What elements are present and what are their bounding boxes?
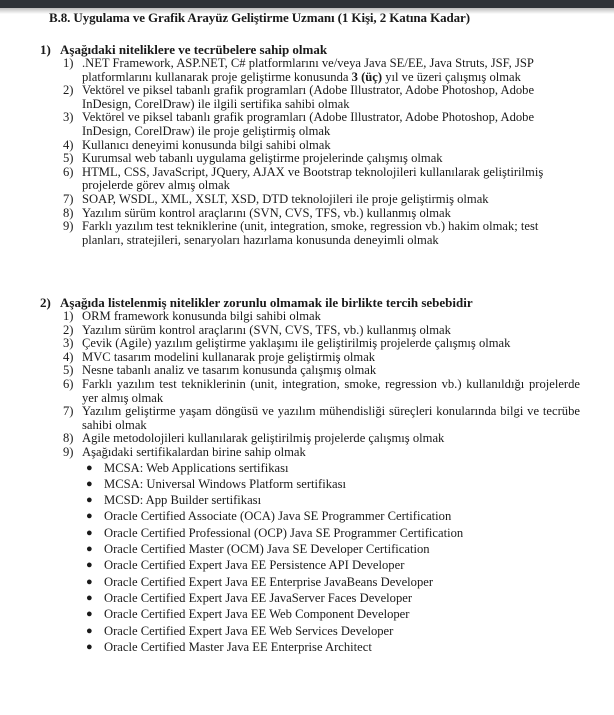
item-number: 6) [63, 164, 74, 179]
certificate-item [86, 606, 580, 622]
bullet-icon: ● [86, 575, 93, 588]
certificate-name: Oracle Certified Expert Java EE Web Component Developer [104, 607, 410, 622]
bullet-icon: ● [86, 543, 93, 556]
list-item [63, 152, 580, 166]
bullet-icon: ● [86, 526, 93, 539]
certificate-name: MCSD: App Builder sertifikası [104, 493, 262, 508]
certificate-item [86, 492, 580, 508]
section-number: 1) [40, 42, 51, 57]
item-number: 4) [63, 137, 74, 152]
item-number: 7) [63, 191, 74, 206]
item-number: 5) [63, 363, 74, 378]
certificate-item [86, 476, 580, 492]
list-item [63, 405, 580, 432]
item-text: Vektörel ve piksel tabanlı grafik programları (Adobe Illustrator, Adobe Photoshop, Adobe InDesign, CorelDraw) ile proje geliştirmiş olmak [82, 110, 535, 138]
section-heading [40, 296, 580, 310]
item-text: MVC tasarım modelini kullanarak proje geliştirmiş olmak [82, 349, 376, 364]
certificate-item [86, 639, 580, 655]
document-title: B.8. Uygulama ve Grafik Arayüz Geliştirme Uzmanı (1 Kişi, 2 Katına Kadar) [49, 10, 470, 25]
item-number: 2) [63, 83, 74, 98]
certificate-name: Oracle Certified Master Java EE Enterprise Architect [104, 639, 372, 654]
certificate-item [86, 623, 580, 639]
bullet-icon: ● [86, 559, 93, 572]
item-text: Kurumsal web tabanlı uygulama geliştirme projelerinde çalışmış olmak [82, 151, 443, 166]
item-number: 6) [63, 376, 74, 391]
item-number: 2) [63, 322, 74, 337]
item-text: Yazılım sürüm kontrol araçlarını (SVN, CVS, TFS, vb.) kullanmış olmak [82, 322, 451, 337]
bullet-icon: ● [86, 608, 93, 621]
certificate-item [86, 557, 580, 573]
list-item [63, 220, 580, 247]
section-heading-text: Aşağıdaki niteliklere ve tecrübelere sahip olmak [60, 42, 328, 57]
list-item [63, 324, 580, 338]
item-number: 9) [63, 444, 74, 459]
list-item [63, 310, 580, 324]
section-number: 2) [40, 295, 51, 310]
preferred-list [40, 310, 580, 460]
item-text: Vektörel ve piksel tabanlı grafik programları (Adobe Illustrator, Adobe Photoshop, Adobe InDesign, CorelDraw) ile ilgili sertifika sahibi olmak [82, 83, 535, 111]
item-text: Yazılım geliştirme yaşam döngüsü ve yazılım mühendisliği süreçleri konularında bilgi ve tecrübe sahibi olmak [82, 404, 580, 432]
qualification-list [40, 57, 580, 247]
item-number: 7) [63, 404, 74, 419]
item-text: SOAP, WSDL, XML, XSLT, XSD, DTD teknolojileri ile proje geliştirmiş olmak [82, 191, 489, 206]
certificate-item [86, 460, 580, 476]
list-item [63, 207, 580, 221]
item-text: Nesne tabanlı analiz ve tasarım konusunda çalışmış olmak [82, 363, 377, 378]
item-text: Kullanıcı deneyimi konusunda bilgi sahibi olmak [82, 137, 331, 152]
list-item [63, 337, 580, 351]
list-item [63, 111, 580, 138]
list-item [63, 84, 580, 111]
certificate-item [86, 574, 580, 590]
certificate-name: MCSA: Universal Windows Platform sertifikası [104, 476, 347, 491]
certificate-item [86, 590, 580, 606]
certificate-name: Oracle Certified Master (OCM) Java SE Developer Certification [104, 542, 430, 557]
certificate-name: Oracle Certified Associate (OCA) Java SE Programmer Certification [104, 509, 452, 524]
list-item [63, 446, 580, 460]
certificate-name: Oracle Certified Professional (OCP) Java SE Programmer Certification [104, 525, 464, 540]
certificate-name: Oracle Certified Expert Java EE Enterprise JavaBeans Developer [104, 574, 434, 589]
certificate-list [40, 460, 580, 656]
item-text-pre: .NET Framework, ASP.NET, C# platformlarını ve/veya Java SE/EE, Java Struts, JSF, JSP platformlarını kullanarak proje geliştirme konusunda [82, 56, 534, 84]
bullet-icon: ● [86, 510, 93, 523]
item-text: HTML, CSS, JavaScript, JQuery, AJAX ve Bootstrap teknolojileri kullanılarak geliştirilmiş projelerde görev almış olmak [82, 164, 544, 193]
list-item [63, 57, 580, 84]
certificate-name: Oracle Certified Expert Java EE Web Services Developer [104, 623, 394, 638]
item-number: 4) [63, 349, 74, 364]
list-item [63, 432, 580, 446]
section-heading [40, 43, 580, 57]
certificate-name: Oracle Certified Expert Java EE JavaServer Faces Developer [104, 590, 413, 605]
item-text [82, 57, 580, 84]
list-item [63, 166, 580, 193]
bullet-icon: ● [86, 461, 93, 474]
certificate-item [86, 541, 580, 557]
item-text: Çevik (Agile) yazılım geliştirme yaklaşımı ile geliştirilmiş projelerde çalışmış olmak [82, 336, 511, 351]
certificate-item [86, 525, 580, 541]
list-item [63, 139, 580, 153]
section-heading-text: Aşağıda listelenmiş nitelikler zorunlu olmamak ile birlikte tercih sebebidir [60, 295, 473, 310]
list-item [63, 351, 580, 365]
item-text: Yazılım sürüm kontrol araçlarını (SVN, CVS, TFS, vb.) kullanmış olmak [82, 205, 451, 220]
item-number: 8) [63, 205, 74, 220]
item-text-post: yıl ve üzeri çalışmış olmak [382, 69, 521, 84]
section-required-qualifications [40, 43, 580, 247]
viewer-top-bar [0, 0, 614, 8]
bullet-icon: ● [86, 640, 93, 653]
item-text: Farklı yazılım test tekniklerine (unit, integration, smoke, regression vb.) hakim olmak; test planları, stratejileri, senaryoları hazırlama konusunda deneyimli olmak [82, 219, 539, 247]
list-item [63, 364, 580, 378]
list-item [63, 193, 580, 207]
certificate-name: MCSA: Web Applications sertifikası [104, 460, 289, 475]
certificate-item [86, 508, 580, 524]
item-text: Aşağıdaki sertifikalardan birine sahip olmak [82, 444, 306, 459]
item-number: 1) [63, 309, 74, 323]
bullet-icon: ● [86, 591, 93, 604]
certificate-name: Oracle Certified Expert Java EE Persistence API Developer [104, 558, 405, 573]
section-preferred-qualifications [40, 296, 580, 655]
bullet-icon: ● [86, 494, 93, 507]
item-text: Agile metodolojileri kullanılarak geliştirilmiş projelerde çalışmış olmak [82, 431, 445, 446]
item-number: 3) [63, 110, 74, 125]
list-item [63, 378, 580, 405]
item-text-bold: 3 (üç) [351, 69, 383, 84]
item-text: ORM framework konusunda bilgi sahibi olmak [82, 309, 321, 323]
item-number: 3) [63, 336, 74, 351]
item-text: Farklı yazılım test tekniklerinin (unit, integration, smoke, regression vb.) kullanıldığı projelerde yer almış olmak [82, 376, 580, 405]
bullet-icon: ● [86, 477, 93, 490]
item-number: 5) [63, 151, 74, 166]
item-number: 9) [63, 219, 74, 234]
bullet-icon: ● [86, 624, 93, 637]
item-number: 1) [63, 56, 74, 70]
item-number: 8) [63, 431, 74, 446]
